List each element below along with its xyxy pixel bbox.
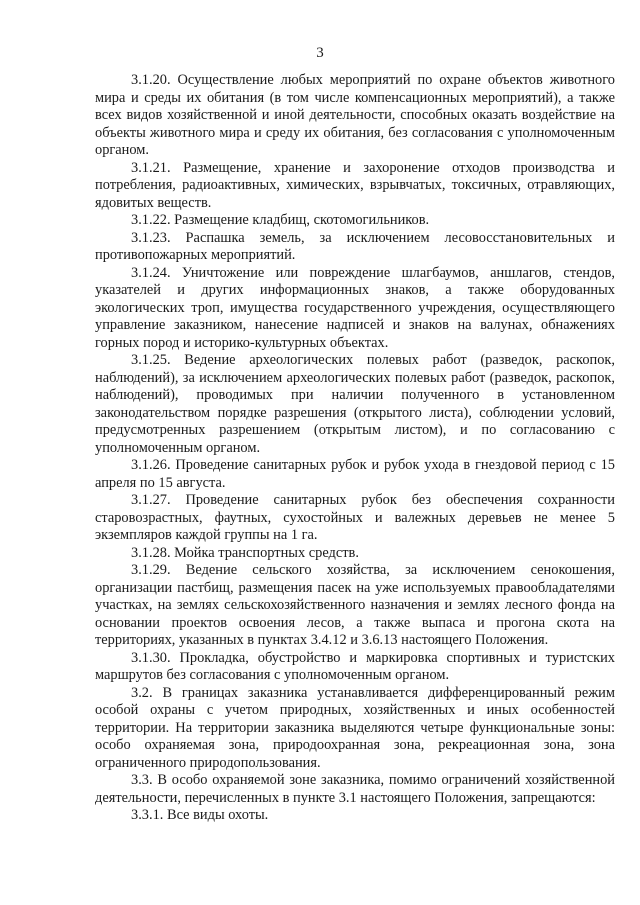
paragraph-3-1-22: 3.1.22. Размещение кладбищ, скотомогильников. bbox=[131, 212, 430, 228]
paragraph-3-1-21: 3.1.21. Размещение, хранение и захоронение отходов производства и потребления, радиоактивных, химических, взрывчатых, токсичных, отравляющих, ядовитых веществ. bbox=[95, 159, 615, 211]
page-number: 3 bbox=[316, 45, 324, 61]
paragraph-3-3-1: 3.3.1. Все виды охоты. bbox=[131, 807, 269, 823]
paragraph-3-3: 3.3. В особо охраняемой зоне заказника, помимо ограничений хозяйственной деятельности, перечисленных в пункте 3.1 настоящего Положения, запрещаются: bbox=[95, 772, 615, 806]
paragraph-3-1-30: 3.1.30. Прокладка, обустройство и маркировка спортивных и туристских маршрутов без согласования с уполномоченным органом. bbox=[95, 649, 615, 683]
paragraph-3-1-27: 3.1.27. Проведение санитарных рубок без обеспечения сохранности старовозрастных, фаутных, сухостойных и валежных деревьев не менее 5 экземпляров каждой группы на 1 га. bbox=[95, 492, 615, 543]
paragraph-3-1-28: 3.1.28. Мойка транспортных средств. bbox=[131, 544, 359, 561]
paragraph-3-1-24: 3.1.24. Уничтожение или повреждение шлагбаумов, аншлагов, стендов, указателей и других информационных знаков, а также оборудованных экологических троп, имущества государственного учреждения, осуществляющего управление заказником, нанесение надписей и знаков на валунах, обнажениях горных пород и историко-культурных объектах. bbox=[95, 264, 615, 351]
paragraph-3-1-26: 3.1.26. Проведение санитарных рубок и рубок ухода в гнездовой период с 15 апреля по 15 августа. bbox=[95, 457, 615, 491]
paragraph-3-1-25: 3.1.25. Ведение археологических полевых работ (разведок, раскопок, наблюдений), за исключением археологических полевых работ (разведок, раскопок, наблюдений), проводимых при наличии полученного в установленном законодательством порядке разрешения (открытого листа), соблюдении условий, предусмотренных разрешением (открытым листом), и по согласованию с уполномоченным органом. bbox=[95, 352, 615, 456]
paragraph-3-2: 3.2. В границах заказника устанавливается дифференцированный режим особой охраны с учетом природных, хозяйственных и иных особенностей территории. На территории заказника выделяются четыре функциональные зоны: особо охраняемая зона, природоохранная зона, рекреационная зона, зона ограниченного природопользования. bbox=[95, 684, 615, 771]
document-body bbox=[95, 72, 615, 825]
paragraph-3-1-20: 3.1.20. Осуществление любых мероприятий по охране объектов животного мира и среды их обитания (в том числе компенсационных мероприятий), а также всех видов хозяйственной и иной деятельности, способных оказать воздействие на объекты животного мира и среду их обитания, без согласования с уполномоченным органом. bbox=[95, 72, 615, 158]
paragraph-3-1-29: 3.1.29. Ведение сельского хозяйства, за исключением сенокошения, организации пастбищ, размещения пасек на уже используемых правообладателями участках, на землях сельскохозяйственного назначения и землях лесного фонда на основании проектов освоения лесов, а также выпаса и прогона скота на территориях, указанных в пунктах 3.4.12 и 3.6.13 настоящего Положения. bbox=[95, 562, 615, 648]
paragraph-3-1-23: 3.1.23. Распашка земель, за исключением лесовосстановительных и противопожарных мероприятий. bbox=[95, 229, 615, 263]
